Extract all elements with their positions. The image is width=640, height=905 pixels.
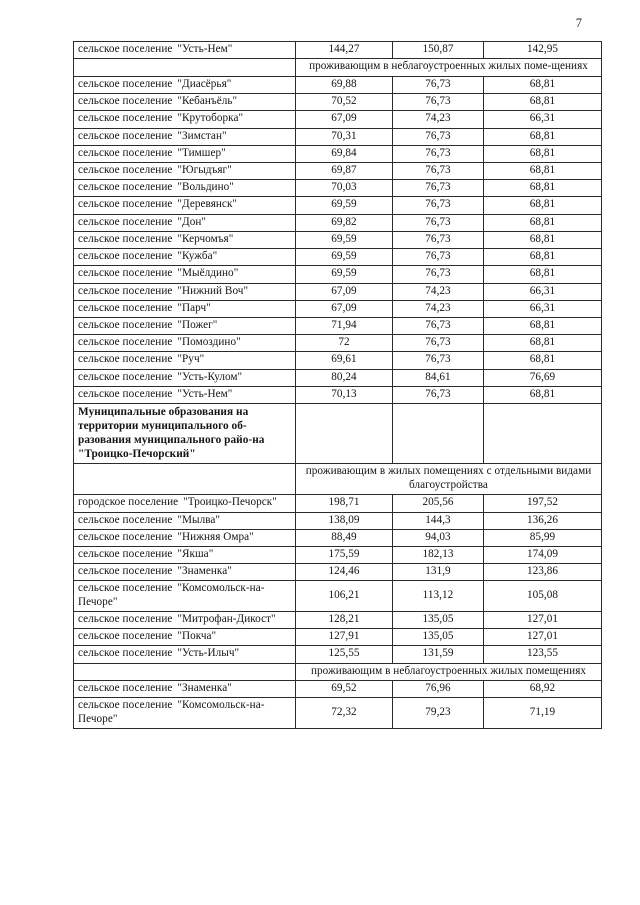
value-cell: 69,82	[296, 214, 393, 231]
table-container	[73, 41, 601, 729]
table-row	[74, 180, 602, 197]
value-cell: 197,52	[484, 495, 602, 512]
value-cell: 76,73	[393, 386, 484, 403]
value-cell: 69,61	[296, 352, 393, 369]
settlement-title-label: "Тимшер"	[177, 146, 226, 159]
value-cell: 144,3	[393, 512, 484, 529]
value-cell: 88,49	[296, 529, 393, 546]
value-cell: 131,9	[393, 564, 484, 581]
settlement-name-cell	[74, 352, 296, 369]
municipal-tariff-table	[73, 41, 602, 729]
settlement-title-label: "Деревянск"	[177, 198, 238, 211]
value-cell: 113,12	[393, 581, 484, 611]
value-cell: 74,23	[393, 300, 484, 317]
settlement-title-label: "Комсомольск-на-Печоре"	[78, 582, 265, 608]
settlement-type-label: сельское поселение	[78, 647, 173, 660]
value-cell: 138,09	[296, 512, 393, 529]
settlement-type-label: сельское поселение	[78, 95, 173, 108]
value-cell: 84,61	[393, 369, 484, 386]
value-cell: 76,73	[393, 128, 484, 145]
settlement-type-label: сельское поселение	[78, 146, 173, 159]
table-row	[74, 611, 602, 628]
settlement-name-cell	[74, 547, 296, 564]
settlement-name-cell	[74, 111, 296, 128]
table-row	[74, 512, 602, 529]
value-cell: 69,59	[296, 197, 393, 214]
settlement-name-cell	[74, 42, 296, 59]
settlement-title-label: "Зимстан"	[177, 129, 227, 142]
table-row	[74, 352, 602, 369]
value-cell: 128,21	[296, 611, 393, 628]
settlement-type-label: сельское поселение	[78, 582, 173, 595]
settlement-name-cell	[74, 128, 296, 145]
value-cell: 85,99	[484, 529, 602, 546]
value-cell	[393, 404, 484, 464]
value-cell: 66,31	[484, 111, 602, 128]
category-subheader: проживающим в неблагоустроенных жилых помещениях	[296, 663, 602, 681]
value-cell: 68,81	[484, 386, 602, 403]
table-row	[74, 197, 602, 214]
settlement-type-label: сельское поселение	[78, 565, 173, 578]
value-cell: 105,08	[484, 581, 602, 611]
settlement-title-label: "Усть-Нем"	[177, 387, 233, 400]
value-cell: 67,09	[296, 283, 393, 300]
value-cell: 76,73	[393, 180, 484, 197]
settlement-type-label: городское поселение	[78, 496, 179, 509]
value-cell: 198,71	[296, 495, 393, 512]
table-row	[74, 111, 602, 128]
value-cell: 76,96	[393, 681, 484, 698]
table-row	[74, 94, 602, 111]
table-row	[74, 42, 602, 59]
value-cell: 76,73	[393, 214, 484, 231]
value-cell: 68,92	[484, 681, 602, 698]
settlement-name-cell	[74, 646, 296, 663]
settlement-title-label: "Усть-Нем"	[177, 43, 233, 55]
settlement-name-cell	[74, 283, 296, 300]
value-cell: 144,27	[296, 42, 393, 59]
settlement-type-label: сельское поселение	[78, 530, 173, 543]
settlement-name-cell	[74, 249, 296, 266]
value-cell: 182,13	[393, 547, 484, 564]
table-row	[74, 335, 602, 352]
value-cell: 127,91	[296, 629, 393, 646]
value-cell: 69,52	[296, 681, 393, 698]
settlement-name-cell	[74, 369, 296, 386]
settlement-type-label: сельское поселение	[78, 353, 173, 366]
settlement-name-cell	[74, 681, 296, 698]
settlement-title-label: "Комсомольск-на-Печоре"	[78, 699, 265, 725]
value-cell: 68,81	[484, 352, 602, 369]
value-cell: 76,73	[393, 266, 484, 283]
value-cell: 76,73	[393, 335, 484, 352]
table-row	[74, 249, 602, 266]
value-cell: 66,31	[484, 283, 602, 300]
table-row	[74, 529, 602, 546]
value-cell: 70,31	[296, 128, 393, 145]
table-row	[74, 128, 602, 145]
settlement-type-label: сельское поселение	[78, 198, 173, 211]
value-cell: 68,81	[484, 180, 602, 197]
value-cell: 70,52	[296, 94, 393, 111]
settlement-type-label: сельское поселение	[78, 129, 173, 142]
value-cell: 123,86	[484, 564, 602, 581]
value-cell: 76,73	[393, 94, 484, 111]
table-row	[74, 162, 602, 179]
settlement-type-label: сельское поселение	[78, 232, 173, 245]
settlement-name-cell	[74, 512, 296, 529]
category-subheader: проживающим в неблагоустроенных жилых поме-щениях	[296, 59, 602, 77]
value-cell: 76,69	[484, 369, 602, 386]
settlement-type-label: сельское поселение	[78, 318, 173, 331]
row-label-empty	[74, 663, 296, 681]
settlement-name-cell	[74, 76, 296, 93]
settlement-type-label: сельское поселение	[78, 301, 173, 314]
value-cell: 76,73	[393, 317, 484, 334]
settlement-name-cell	[74, 214, 296, 231]
value-cell: 68,81	[484, 266, 602, 283]
settlement-name-cell	[74, 495, 296, 512]
value-cell: 68,81	[484, 214, 602, 231]
value-cell: 142,95	[484, 42, 602, 59]
settlement-title-label: "Парч"	[177, 301, 211, 314]
settlement-title-label: "Усть-Илыч"	[177, 647, 240, 660]
settlement-title-label: "Мыёлдино"	[177, 267, 239, 280]
value-cell: 74,23	[393, 111, 484, 128]
table-row	[74, 214, 602, 231]
settlement-name-cell	[74, 180, 296, 197]
settlement-type-label: сельское поселение	[78, 43, 173, 55]
settlement-title-label: "Нижний Воч"	[177, 284, 249, 297]
value-cell: 68,81	[484, 335, 602, 352]
value-cell: 68,81	[484, 231, 602, 248]
value-cell: 76,73	[393, 162, 484, 179]
settlement-type-label: сельское поселение	[78, 387, 173, 400]
value-cell: 76,73	[393, 352, 484, 369]
value-cell: 72	[296, 335, 393, 352]
value-cell: 68,81	[484, 249, 602, 266]
settlement-name-cell	[74, 564, 296, 581]
table-row	[74, 317, 602, 334]
page-number: 7	[575, 16, 582, 30]
settlement-title-label: "Дон"	[177, 215, 207, 228]
settlement-name-cell	[74, 386, 296, 403]
settlement-title-label: "Керчомъя"	[177, 232, 234, 245]
settlement-title-label: "Якша"	[177, 548, 214, 560]
value-cell: 127,01	[484, 629, 602, 646]
settlement-title-label: "Кужба"	[177, 250, 218, 263]
settlement-title-label: "Знаменка"	[177, 682, 232, 695]
settlement-name-cell	[74, 94, 296, 111]
table-row	[74, 464, 602, 495]
settlement-type-label: сельское поселение	[78, 250, 173, 263]
table-row	[74, 564, 602, 581]
settlement-type-label: сельское поселение	[78, 370, 173, 383]
settlement-title-label: "Знаменка"	[177, 565, 232, 578]
value-cell: 76,73	[393, 197, 484, 214]
table-row	[74, 681, 602, 698]
category-subheader: проживающим в жилых помещениях с отдельными видами благоустройства	[296, 464, 602, 495]
value-cell: 175,59	[296, 547, 393, 564]
value-cell: 76,73	[393, 249, 484, 266]
settlement-name-cell	[74, 197, 296, 214]
settlement-title-label: "Митрофан-Дикост"	[177, 612, 276, 625]
row-label-empty	[74, 464, 296, 495]
table-row	[74, 629, 602, 646]
table-row	[74, 145, 602, 162]
value-cell: 68,81	[484, 128, 602, 145]
value-cell: 66,31	[484, 300, 602, 317]
table-row	[74, 495, 602, 512]
table-row	[74, 663, 602, 681]
settlement-title-label: "Вольдино"	[177, 181, 234, 194]
section-title: Муниципальные образования на территории муниципального об-разования муниципального райо-на "Троицко-Печорский"	[74, 404, 296, 464]
table-row	[74, 231, 602, 248]
table-row	[74, 76, 602, 93]
value-cell: 68,81	[484, 94, 602, 111]
value-cell: 68,81	[484, 162, 602, 179]
value-cell: 80,24	[296, 369, 393, 386]
table-row	[74, 369, 602, 386]
settlement-name-cell	[74, 300, 296, 317]
value-cell: 67,09	[296, 300, 393, 317]
settlement-title-label: "Покча"	[177, 630, 217, 643]
settlement-name-cell	[74, 266, 296, 283]
value-cell: 123,55	[484, 646, 602, 663]
table-row	[74, 386, 602, 403]
value-cell	[484, 404, 602, 464]
settlement-type-label: сельское поселение	[78, 682, 173, 695]
value-cell: 68,81	[484, 197, 602, 214]
table-row	[74, 283, 602, 300]
value-cell: 127,01	[484, 611, 602, 628]
settlement-type-label: сельское поселение	[78, 612, 173, 625]
settlement-type-label: сельское поселение	[78, 336, 173, 349]
value-cell: 131,59	[393, 646, 484, 663]
settlement-title-label: "Пожег"	[177, 318, 218, 331]
settlement-name-cell	[74, 145, 296, 162]
settlement-title-label: "Нижняя Омра"	[177, 530, 254, 543]
settlement-title-label: "Югыдъяг"	[177, 163, 232, 176]
value-cell: 74,23	[393, 283, 484, 300]
settlement-name-cell	[74, 317, 296, 334]
settlement-type-label: сельское поселение	[78, 163, 173, 176]
value-cell	[296, 404, 393, 464]
settlement-title-label: "Руч"	[177, 353, 205, 366]
value-cell: 136,26	[484, 512, 602, 529]
settlement-name-cell	[74, 611, 296, 628]
value-cell: 71,94	[296, 317, 393, 334]
settlement-title-label: "Троицко-Печорск"	[183, 496, 277, 509]
settlement-title-label: "Усть-Кулом"	[177, 370, 243, 383]
settlement-type-label: сельское поселение	[78, 284, 173, 297]
value-cell: 205,56	[393, 495, 484, 512]
table-row	[74, 59, 602, 77]
value-cell: 125,55	[296, 646, 393, 663]
settlement-type-label: сельское поселение	[78, 699, 173, 712]
value-cell: 124,46	[296, 564, 393, 581]
value-cell: 79,23	[393, 698, 484, 728]
settlement-name-cell	[74, 162, 296, 179]
table-row	[74, 300, 602, 317]
value-cell: 69,87	[296, 162, 393, 179]
settlement-title-label: "Помоздино"	[177, 336, 241, 349]
value-cell: 71,19	[484, 698, 602, 728]
table-row	[74, 404, 602, 464]
value-cell: 70,03	[296, 180, 393, 197]
settlement-type-label: сельское поселение	[78, 548, 173, 560]
value-cell: 94,03	[393, 529, 484, 546]
value-cell: 106,21	[296, 581, 393, 611]
value-cell: 76,73	[393, 76, 484, 93]
value-cell: 69,84	[296, 145, 393, 162]
settlement-type-label: сельское поселение	[78, 77, 173, 90]
value-cell: 68,81	[484, 76, 602, 93]
value-cell: 68,81	[484, 145, 602, 162]
row-label-empty	[74, 59, 296, 77]
settlement-type-label: сельское поселение	[78, 630, 173, 643]
value-cell: 135,05	[393, 611, 484, 628]
value-cell: 72,32	[296, 698, 393, 728]
value-cell: 69,88	[296, 76, 393, 93]
value-cell: 69,59	[296, 231, 393, 248]
settlement-name-cell	[74, 698, 296, 728]
value-cell: 76,73	[393, 145, 484, 162]
settlement-type-label: сельское поселение	[78, 181, 173, 194]
settlement-type-label: сельское поселение	[78, 267, 173, 280]
settlement-name-cell	[74, 629, 296, 646]
settlement-type-label: сельское поселение	[78, 215, 173, 228]
settlement-name-cell	[74, 231, 296, 248]
value-cell: 69,59	[296, 266, 393, 283]
settlement-title-label: "Кебанъёль"	[177, 95, 238, 108]
settlement-title-label: "Мылва"	[177, 513, 221, 526]
table-body	[74, 42, 602, 729]
table-row	[74, 266, 602, 283]
settlement-name-cell	[74, 529, 296, 546]
value-cell: 70,13	[296, 386, 393, 403]
settlement-name-cell	[74, 581, 296, 611]
value-cell: 150,87	[393, 42, 484, 59]
settlement-type-label: сельское поселение	[78, 112, 173, 125]
table-row	[74, 547, 602, 564]
table-row	[74, 581, 602, 611]
settlement-type-label: сельское поселение	[78, 513, 173, 526]
value-cell: 135,05	[393, 629, 484, 646]
table-row	[74, 698, 602, 728]
table-row	[74, 646, 602, 663]
settlement-name-cell	[74, 335, 296, 352]
settlement-title-label: "Крутоборка"	[177, 112, 244, 125]
value-cell: 174,09	[484, 547, 602, 564]
value-cell: 68,81	[484, 317, 602, 334]
value-cell: 67,09	[296, 111, 393, 128]
settlement-title-label: "Диасёрья"	[177, 77, 232, 90]
value-cell: 69,59	[296, 249, 393, 266]
value-cell: 76,73	[393, 231, 484, 248]
